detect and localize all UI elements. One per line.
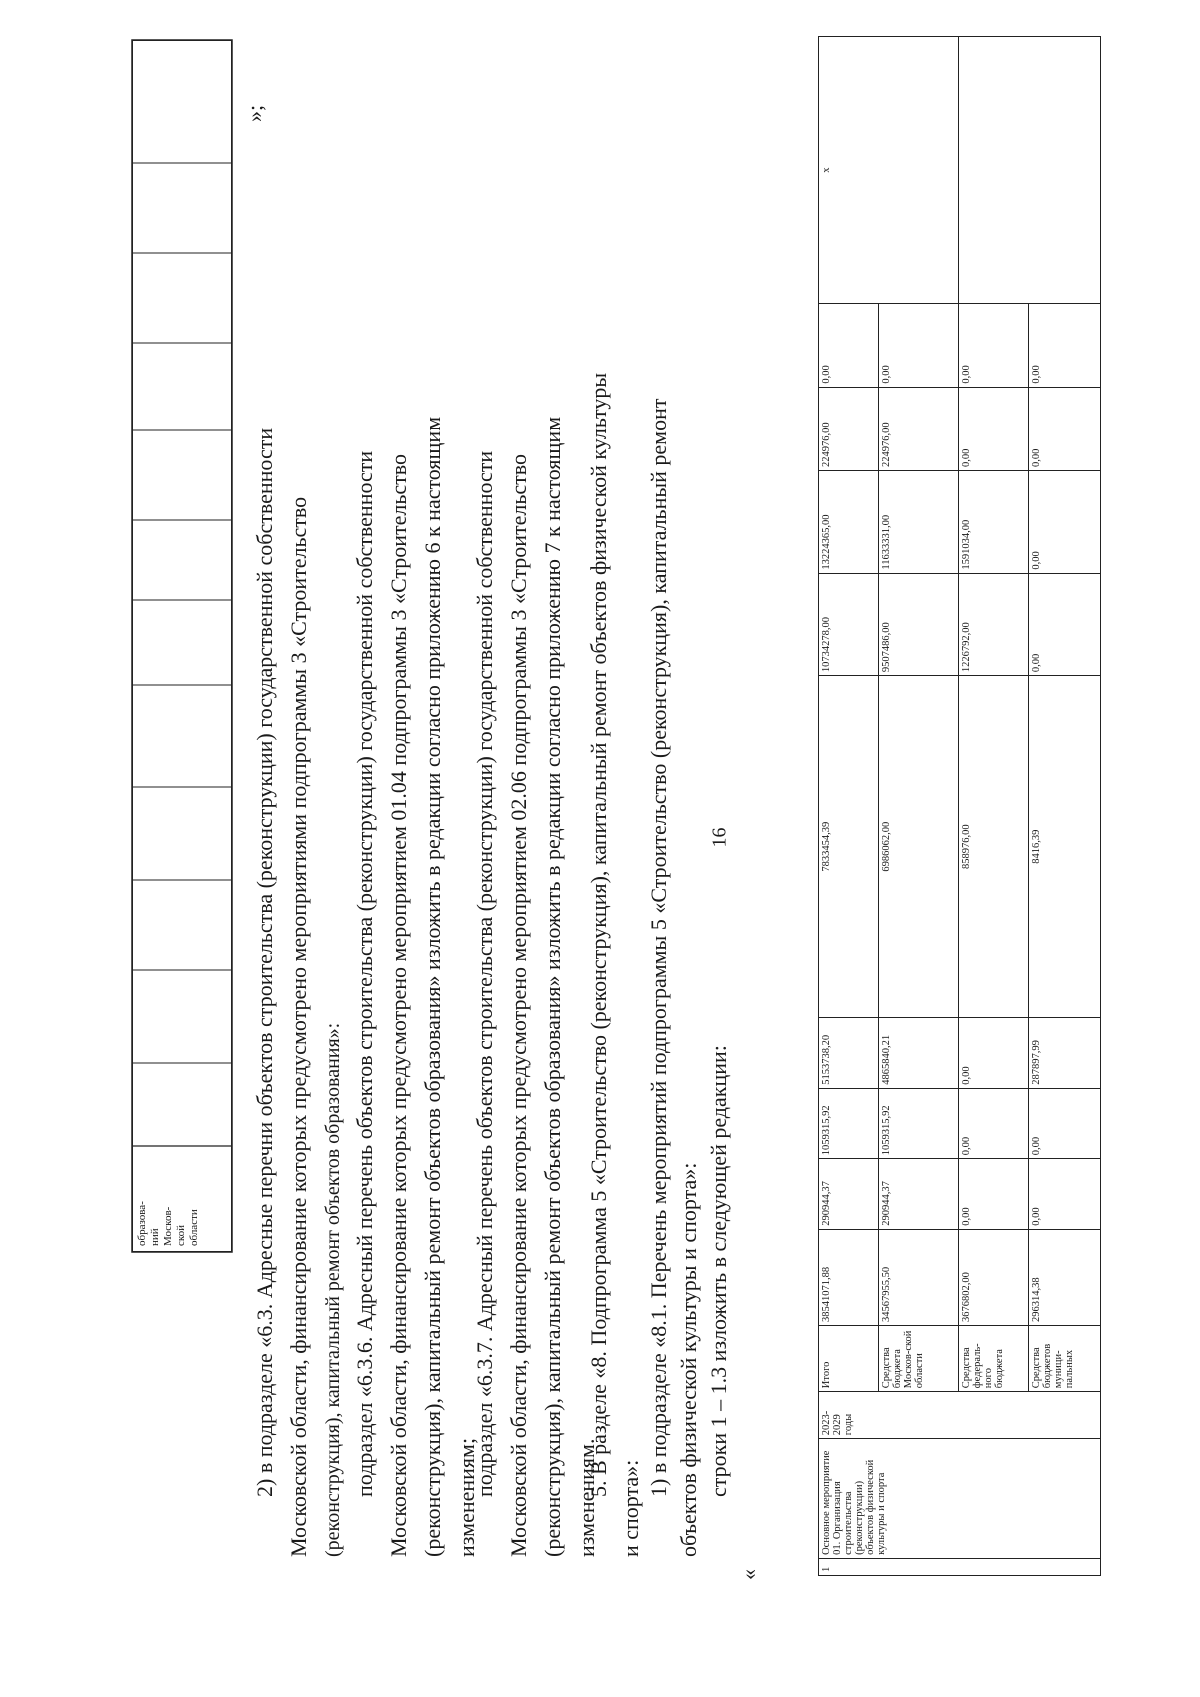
- value-cell: 10734278,00: [819, 573, 879, 676]
- value-cell: 13224365,00: [819, 470, 879, 573]
- value-cell: 287897,99: [1029, 1018, 1101, 1089]
- paragraph-1-line-3: (реконструкция), капитальный ремонт объектов образования»:: [322, 1022, 344, 1557]
- measure-period: 2023-2029 годы: [819, 1392, 1101, 1439]
- paragraph-3-line-1: подраздел «6.3.7. Адресный перечень объектов строительства (реконструкции) государственной собственности: [472, 450, 497, 1497]
- paragraph-1-line-1: 2) в подразделе «6.3. Адресные перечни объектов строительства (реконструкции) государственной собственности: [252, 427, 277, 1497]
- paragraph-2-line-3: (реконструкция), капитальный ремонт объектов образования» изложить в редакции согласно приложению 6 к настоящим: [420, 416, 445, 1557]
- blank-cell: [959, 37, 1101, 304]
- value-cell: 0,00: [959, 387, 1029, 470]
- value-cell: 290944,37: [879, 1159, 959, 1230]
- row-number: 1: [819, 1558, 1101, 1575]
- measure-name: Основное мероприятие 01. Организация строительства (реконструкции) объектов физической культуры и спорта: [819, 1439, 1101, 1559]
- value-cell: 0,00: [1029, 304, 1101, 387]
- value-cell: 0,00: [1029, 1159, 1101, 1230]
- paragraph-3-line-4: изменениям.: [574, 1438, 599, 1557]
- paragraph-2-line-4: изменениям;: [454, 1437, 479, 1557]
- value-cell: 290944,37: [819, 1159, 879, 1230]
- closing-quote: »;: [242, 104, 267, 122]
- value-cell: 8416,39: [1029, 676, 1101, 1018]
- paragraph-3-line-3: (реконструкция), капитальный ремонт объектов образования» изложить в редакции согласно приложению 7 к настоящим: [540, 416, 565, 1557]
- top-table-fragment: [132, 40, 232, 1252]
- value-cell: 0,00: [959, 304, 1029, 387]
- paragraph-2-line-2: Московской области, финансирование которых предусмотрено мероприятием 01.04 подпрограммы 3 «Строительство: [386, 454, 411, 1557]
- paragraph-4-line-1: 5. В разделе «8. Подпрограмма 5 «Строительство (реконструкция), капитальный ремонт объектов физической культуры: [586, 372, 611, 1497]
- value-cell: 224976,00: [879, 387, 959, 470]
- value-cell: 858976,00: [959, 676, 1029, 1018]
- value-cell: 34567955,50: [879, 1229, 959, 1325]
- value-cell: 1059315,92: [819, 1088, 879, 1159]
- value-cell: 4865840,21: [879, 1018, 959, 1089]
- value-cell: 6986062,00: [879, 676, 959, 1018]
- value-cell: 296314,38: [1029, 1229, 1101, 1325]
- value-cell: 0,00: [819, 304, 879, 387]
- value-cell: 0,00: [1029, 1088, 1101, 1159]
- value-cell: 1591034,00: [959, 470, 1029, 573]
- paragraph-3-line-2: Московской области, финансирование которых предусмотрено мероприятием 02.06 подпрограммы 3 «Строительство: [506, 454, 531, 1557]
- value-cell: 3676802,00: [959, 1229, 1029, 1325]
- value-cell: 0,00: [959, 1159, 1029, 1230]
- top-table-label: образова- ний Москов- ской области: [136, 1201, 200, 1246]
- value-cell: 5153738,20: [819, 1018, 879, 1089]
- page-number: 16: [708, 827, 731, 848]
- paragraph-4-line-2: и спорта»:: [618, 1459, 643, 1557]
- value-cell: 0,00: [879, 304, 959, 387]
- value-cell: 0,00: [1029, 470, 1101, 573]
- value-cell: 9507486,00: [879, 573, 959, 676]
- value-cell: 11633331,00: [879, 470, 959, 573]
- subprogram-measures-table: [818, 36, 1100, 1576]
- value-cell: 1059315,92: [879, 1088, 959, 1159]
- value-cell: 0,00: [1029, 573, 1101, 676]
- source-municipal: Средства бюджетов муници-пальных: [1029, 1325, 1101, 1391]
- value-cell: 0,00: [959, 1018, 1029, 1089]
- x-mark: х: [819, 37, 959, 304]
- paragraph-5-line-2: объектов физической культуры и спорта»:: [676, 1162, 701, 1557]
- value-cell: 224976,00: [819, 387, 879, 470]
- source-federal: Средства федераль-ного бюджета: [959, 1325, 1029, 1391]
- source-total: Итого: [819, 1325, 879, 1391]
- source-regional: Средства бюджета Москов-ской области: [879, 1325, 959, 1391]
- value-cell: 7833454,39: [819, 676, 879, 1018]
- value-cell: 38541071,88: [819, 1229, 879, 1325]
- paragraph-1-line-2: Московской области, финансирование которых предусмотрено мероприятиями подпрограммы 3 «Строительство: [286, 496, 311, 1557]
- paragraph-2-line-1: подраздел «6.3.6. Адресный перечень объектов строительства (реконструкции) государственной собственности: [352, 450, 377, 1497]
- value-cell: 0,00: [1029, 387, 1101, 470]
- paragraph-6-line-1: строки 1 – 1.3 изложить в следующей редакции:: [706, 1045, 731, 1497]
- value-cell: 0,00: [959, 1088, 1029, 1159]
- value-cell: 1226792,00: [959, 573, 1029, 676]
- open-quote: «: [736, 1569, 761, 1580]
- paragraph-5-line-1: 1) в подразделе «8.1. Перечень мероприятий подпрограммы 5 «Строительство (реконструкция), капитальный ремонт: [646, 398, 671, 1497]
